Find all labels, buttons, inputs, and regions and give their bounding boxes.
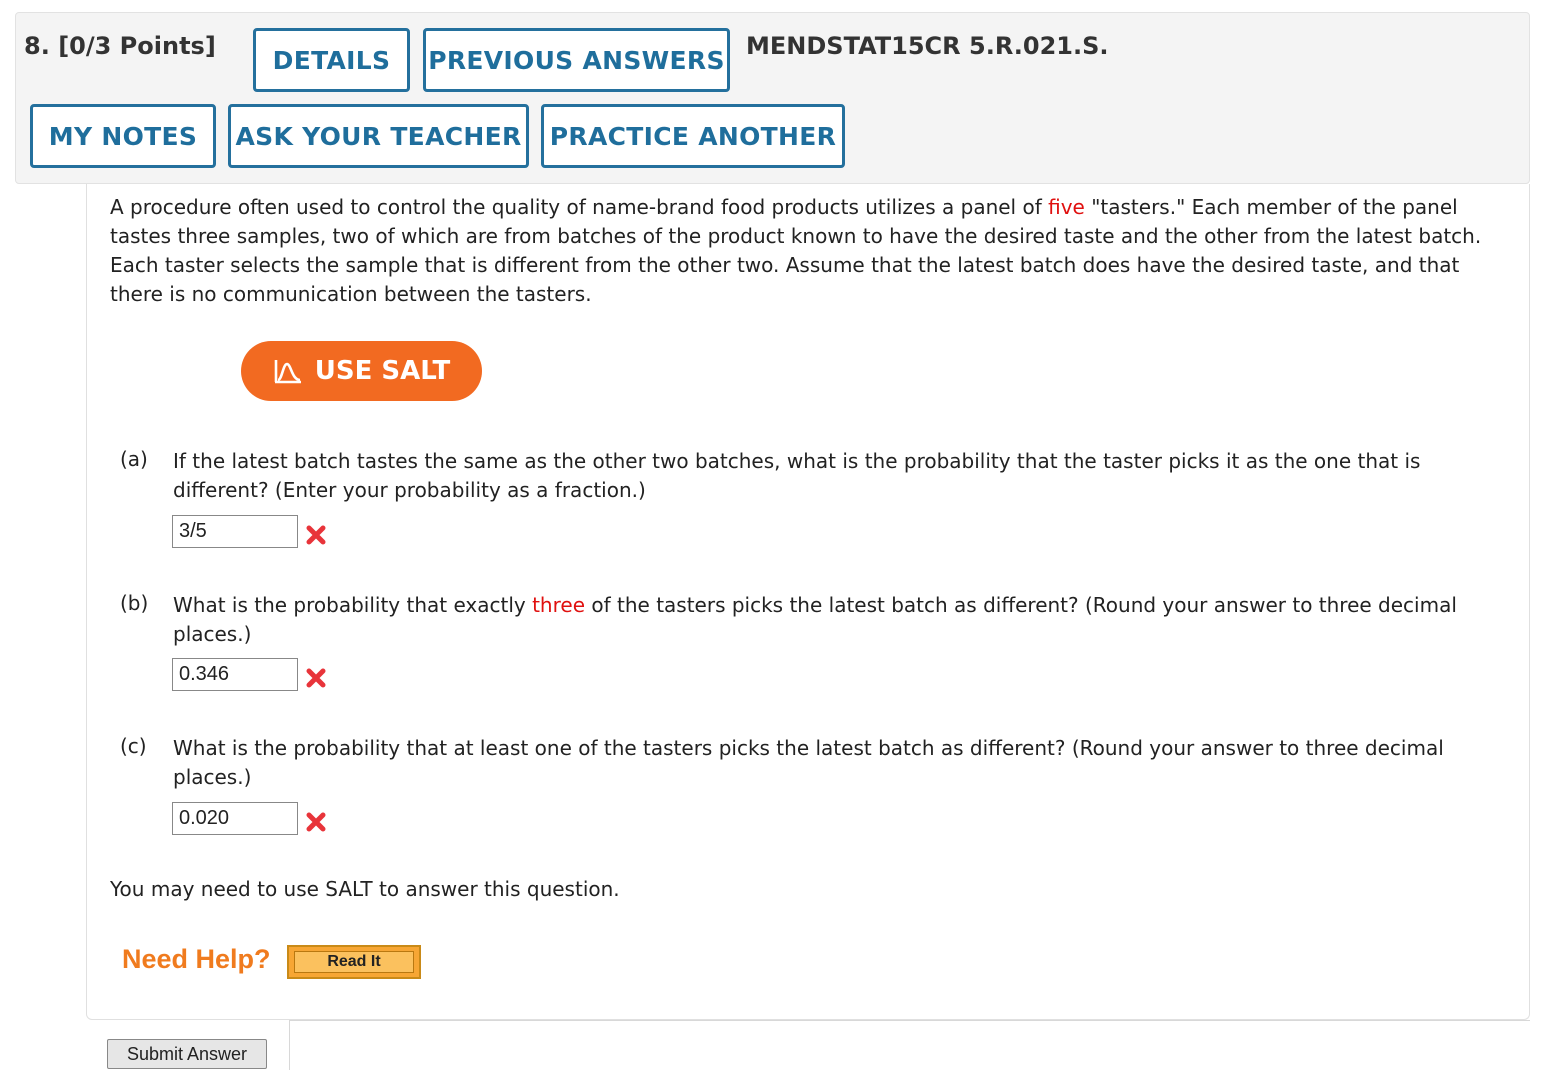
highlighted-number: three [532,593,586,617]
submit-answer-button[interactable]: Submit Answer [107,1039,267,1069]
highlighted-number: five [1048,195,1085,219]
need-help-label: Need Help? [122,944,271,974]
points-label: [0/3 Points] [58,32,216,60]
practice-another-button[interactable]: PRACTICE ANOTHER [541,104,845,168]
salt-chart-icon [273,358,303,384]
part-b-question: What is the probability that exactly three of the tasters picks the latest batch as different? (Round your answer to three decimal places.) [173,593,1457,646]
use-salt-label: USE SALT [314,356,451,386]
part-a-letter: (a) [120,447,148,471]
my-notes-button[interactable]: MY NOTES [30,104,216,168]
incorrect-x-icon [304,666,328,690]
bottom-panel [289,1020,1530,1070]
problem-statement: A procedure often used to control the quality of name-brand food products utilizes a panel of five "tasters." Each member of the panel tastes three samples, two of which are from batches of the product known to have the desired taste and the other from the latest batch. Each taster selects the sample that is different from the other two. Assume that the latest batch does have the desired taste, and that there is no communication between the tasters. [110,195,1482,306]
previous-answers-button[interactable]: PREVIOUS ANSWERS [423,28,730,92]
problem-code: MENDSTAT15CR 5.R.021.S. [746,32,1109,60]
read-it-button[interactable] [287,945,421,979]
part-c-question: What is the probability that at least one of the tasters picks the latest batch as different? (Round your answer to three decimal places.) [173,736,1444,789]
part-b-answer-input[interactable]: 0.346 [172,658,298,691]
use-salt-button[interactable] [241,341,482,401]
part-c-letter: (c) [120,734,147,758]
part-c-answer-input[interactable]: 0.020 [172,802,298,835]
question-points [24,32,216,60]
incorrect-x-icon [304,523,328,547]
ask-your-teacher-button[interactable]: ASK YOUR TEACHER [228,104,529,168]
incorrect-x-icon [304,810,328,834]
read-it-label: Read It [294,951,414,973]
question-number: 8. [24,32,50,60]
part-a-answer-input[interactable]: 3/5 [172,515,298,548]
salt-note: You may need to use SALT to answer this question. [110,877,620,901]
part-a-question: If the latest batch tastes the same as the other two batches, what is the probability that the taster picks it as the one that is different? (Enter your probability as a fraction.) [173,449,1421,502]
details-button[interactable]: DETAILS [253,28,410,92]
part-b-letter: (b) [120,591,149,615]
